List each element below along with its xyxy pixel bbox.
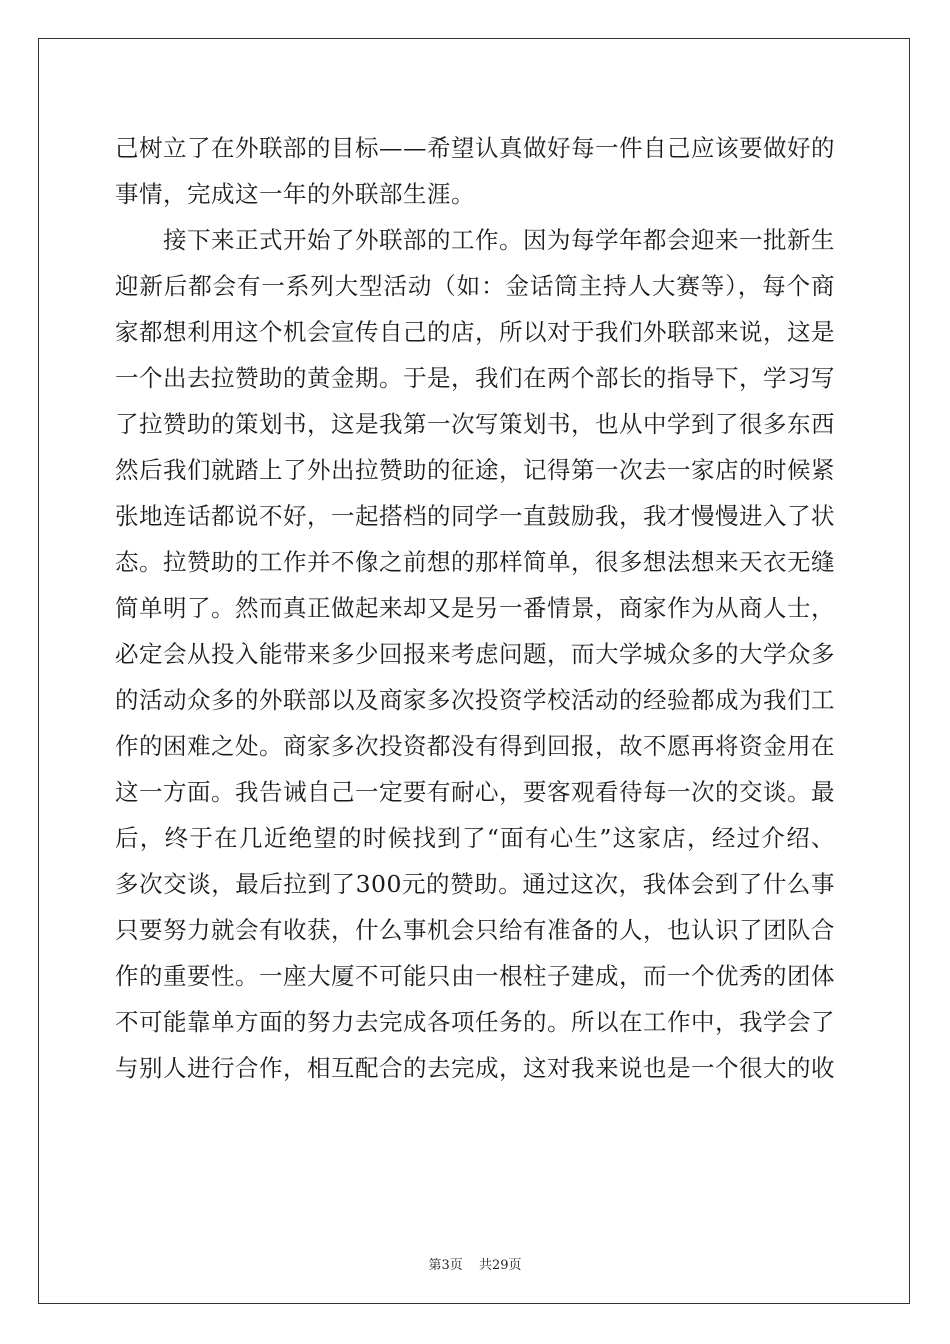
page-number: 第3页 — [428, 1258, 463, 1273]
text-line: 必定会从投入能带来多少回报来考虑问题，而大学城众多的大学众多 — [115, 640, 835, 668]
text-line: 一个出去拉赞助的黄金期。于是，我们在两个部长的指导下，学习写 — [115, 364, 835, 392]
text-line: 只要努力就会有收获，什么事机会只给有准备的人，也认识了团队合 — [115, 916, 835, 944]
text-line: 家都想利用这个机会宣传自己的店，所以对于我们外联部来说，这是 — [115, 318, 835, 346]
text-line: 作的重要性。一座大厦不可能只由一根柱子建成，而一个优秀的团体 — [115, 962, 835, 990]
total-pages: 共29页 — [478, 1258, 522, 1273]
text-line: 作的困难之处。商家多次投资都没有得到回报，故不愿再将资金用在 — [115, 732, 835, 760]
document-body — [115, 125, 835, 1091]
text-line: 简单明了。然而真正做起来却又是另一番情景，商家作为从商人士， — [115, 594, 835, 622]
text-line: 与别人进行合作，相互配合的去完成，这对我来说也是一个很大的收 — [115, 1054, 835, 1082]
text-line: 事情，完成这一年的外联部生涯。 — [115, 180, 475, 208]
text-line: 张地连话都说不好，一起搭档的同学一直鼓励我，我才慢慢进入了状 — [115, 502, 835, 530]
page-footer — [0, 1254, 950, 1273]
paragraph-first-line: 接下来正式开始了外联部的工作。因为每学年都会迎来一批新生 — [163, 226, 835, 254]
text-line: 后，终于在几近绝望的时候找到了“面有心生”这家店，经过介绍、 — [115, 824, 835, 852]
text-line: 多次交谈，最后拉到了300元的赞助。通过这次，我体会到了什么事 — [115, 870, 835, 898]
text-line: 态。拉赞助的工作并不像之前想的那样简单，很多想法想来天衣无缝 — [115, 548, 835, 576]
text-line: 了拉赞助的策划书，这是我第一次写策划书，也从中学到了很多东西 — [115, 410, 835, 438]
text-line: 然后我们就踏上了外出拉赞助的征途，记得第一次去一家店的时候紧 — [115, 456, 835, 484]
text-line: 迎新后都会有一系列大型活动（如：金话筒主持人大赛等），每个商 — [115, 272, 835, 300]
text-line: 的活动众多的外联部以及商家多次投资学校活动的经验都成为我们工 — [115, 686, 835, 714]
text-line: 己树立了在外联部的目标——希望认真做好每一件自己应该要做好的 — [115, 134, 835, 162]
text-line: 不可能靠单方面的努力去完成各项任务的。所以在工作中，我学会了 — [115, 1008, 835, 1036]
text-line: 这一方面。我告诫自己一定要有耐心，要客观看待每一次的交谈。最 — [115, 778, 835, 806]
